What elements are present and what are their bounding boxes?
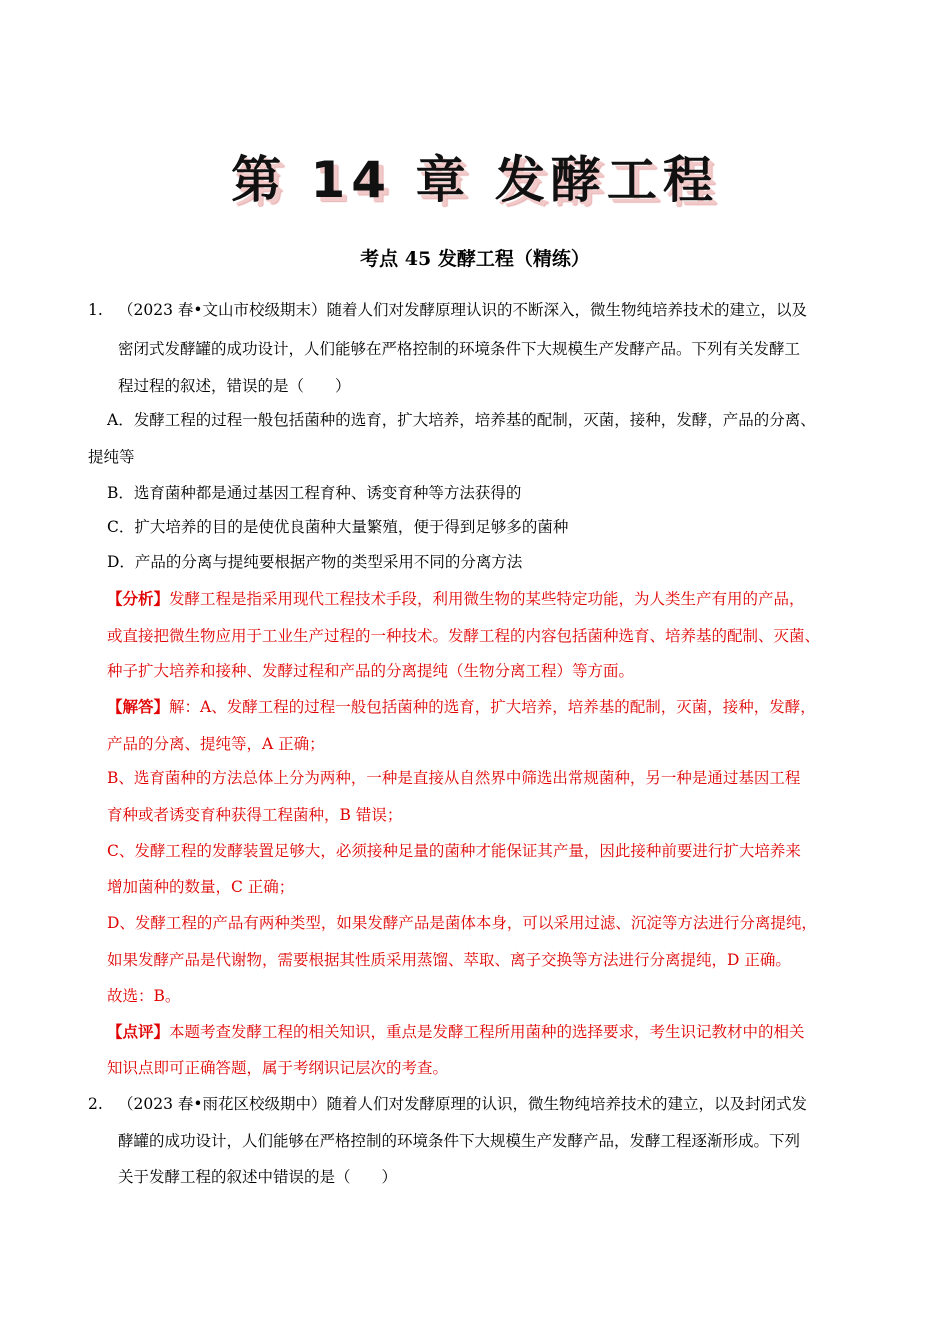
comment-text-1: 本题考查发酵工程的相关知识，重点是发酵工程所用菌种的选择要求，考生识记教材中的相关 [169,1023,805,1041]
question-2-number: 2. [88,1095,103,1113]
question-2-stem-line-1: （2023 春•雨花区校级期中）随着人们对发酵原理的认识，微生物纯培养技术的建立，以及封闭式发 [118,1095,808,1113]
analysis-line-1 [107,589,805,609]
answer-line-8: 如果发酵产品是代谢物，需要根据其性质采用蒸馏、萃取、离子交换等方法进行分离提纯，D 正确。 [107,951,791,969]
option-a-line-2: 提纯等 [88,448,135,466]
section-title: 考点 45 发酵工程（精练） [360,248,590,270]
analysis-line-3: 种子扩大培养和接种、发酵过程和产品的分离提纯（生物分离工程）等方面。 [107,662,635,680]
question-1-stem-line-3: 程过程的叙述，错误的是（ ） [118,377,351,395]
answer-line-2: 产品的分离、提纯等，A 正确； [107,735,325,753]
answer-line-5: C、发酵工程的发酵装置足够大，必须接种足量的菌种才能保证其产量，因此接种前要进行扩大培养来 [107,842,801,860]
analysis-line-2: 或直接把微生物应用于工业生产过程的一种技术。发酵工程的内容包括菌种选育、培养基的配制、灭菌、 [107,627,821,645]
chapter-title: 第 14 章 发酵工程 [231,151,719,209]
comment-line-2: 知识点即可正确答题，属于考纲识记层次的考查。 [107,1059,449,1077]
comment-line-1 [107,1022,805,1042]
answer-line-9: 故选：B。 [107,987,181,1005]
option-d: D．产品的分离与提纯要根据产物的类型采用不同的分离方法 [107,553,523,571]
answer-line-4: 育种或者诱变育种获得工程菌种，B 错误； [107,806,403,824]
option-c: C．扩大培养的目的是使优良菌种大量繁殖，便于得到足够多的菌种 [107,518,569,536]
question-1-stem-line-1: （2023 春•文山市校级期末）随着人们对发酵原理认识的不断深入，微生物纯培养技术的建立，以及 [118,301,808,319]
answer-text-1: 解：A、发酵工程的过程一般包括菌种的选育，扩大培养，培养基的配制，灭菌，接种，发酵， [169,698,816,716]
question-1-number: 1. [88,301,103,319]
answer-line-6: 增加菌种的数量，C 正确； [107,878,295,896]
answer-line-1 [107,697,816,717]
answer-line-7: D、发酵工程的产品有两种类型，如果发酵产品是菌体本身，可以采用过滤、沉淀等方法进行分离提纯， [107,914,817,932]
answer-tag: 【解答】 [107,697,170,716]
analysis-text-1: 发酵工程是指采用现代工程技术手段，利用微生物的某些特定功能，为人类生产有用的产品， [169,590,805,608]
analysis-tag: 【分析】 [107,589,170,608]
option-b: B．选育菌种都是通过基因工程育种、诱变育种等方法获得的 [107,484,522,502]
question-1-stem-line-2: 密闭式发酵罐的成功设计，人们能够在严格控制的环境条件下大规模生产发酵产品。下列有关发酵工 [118,340,801,358]
question-2-stem-line-3: 关于发酵工程的叙述中错误的是（ ） [118,1168,398,1186]
answer-line-3: B、选育菌种的方法总体上分为两种，一种是直接从自然界中筛选出常规菌种，另一种是通过基因工程 [107,769,801,787]
question-2-stem-line-2: 酵罐的成功设计，人们能够在严格控制的环境条件下大规模生产发酵产品，发酵工程逐渐形成。下列 [118,1132,801,1150]
comment-tag: 【点评】 [107,1022,170,1041]
option-a-line-1: A．发酵工程的过程一般包括菌种的选育，扩大培养，培养基的配制，灭菌，接种，发酵，产品的分离、 [107,411,816,429]
